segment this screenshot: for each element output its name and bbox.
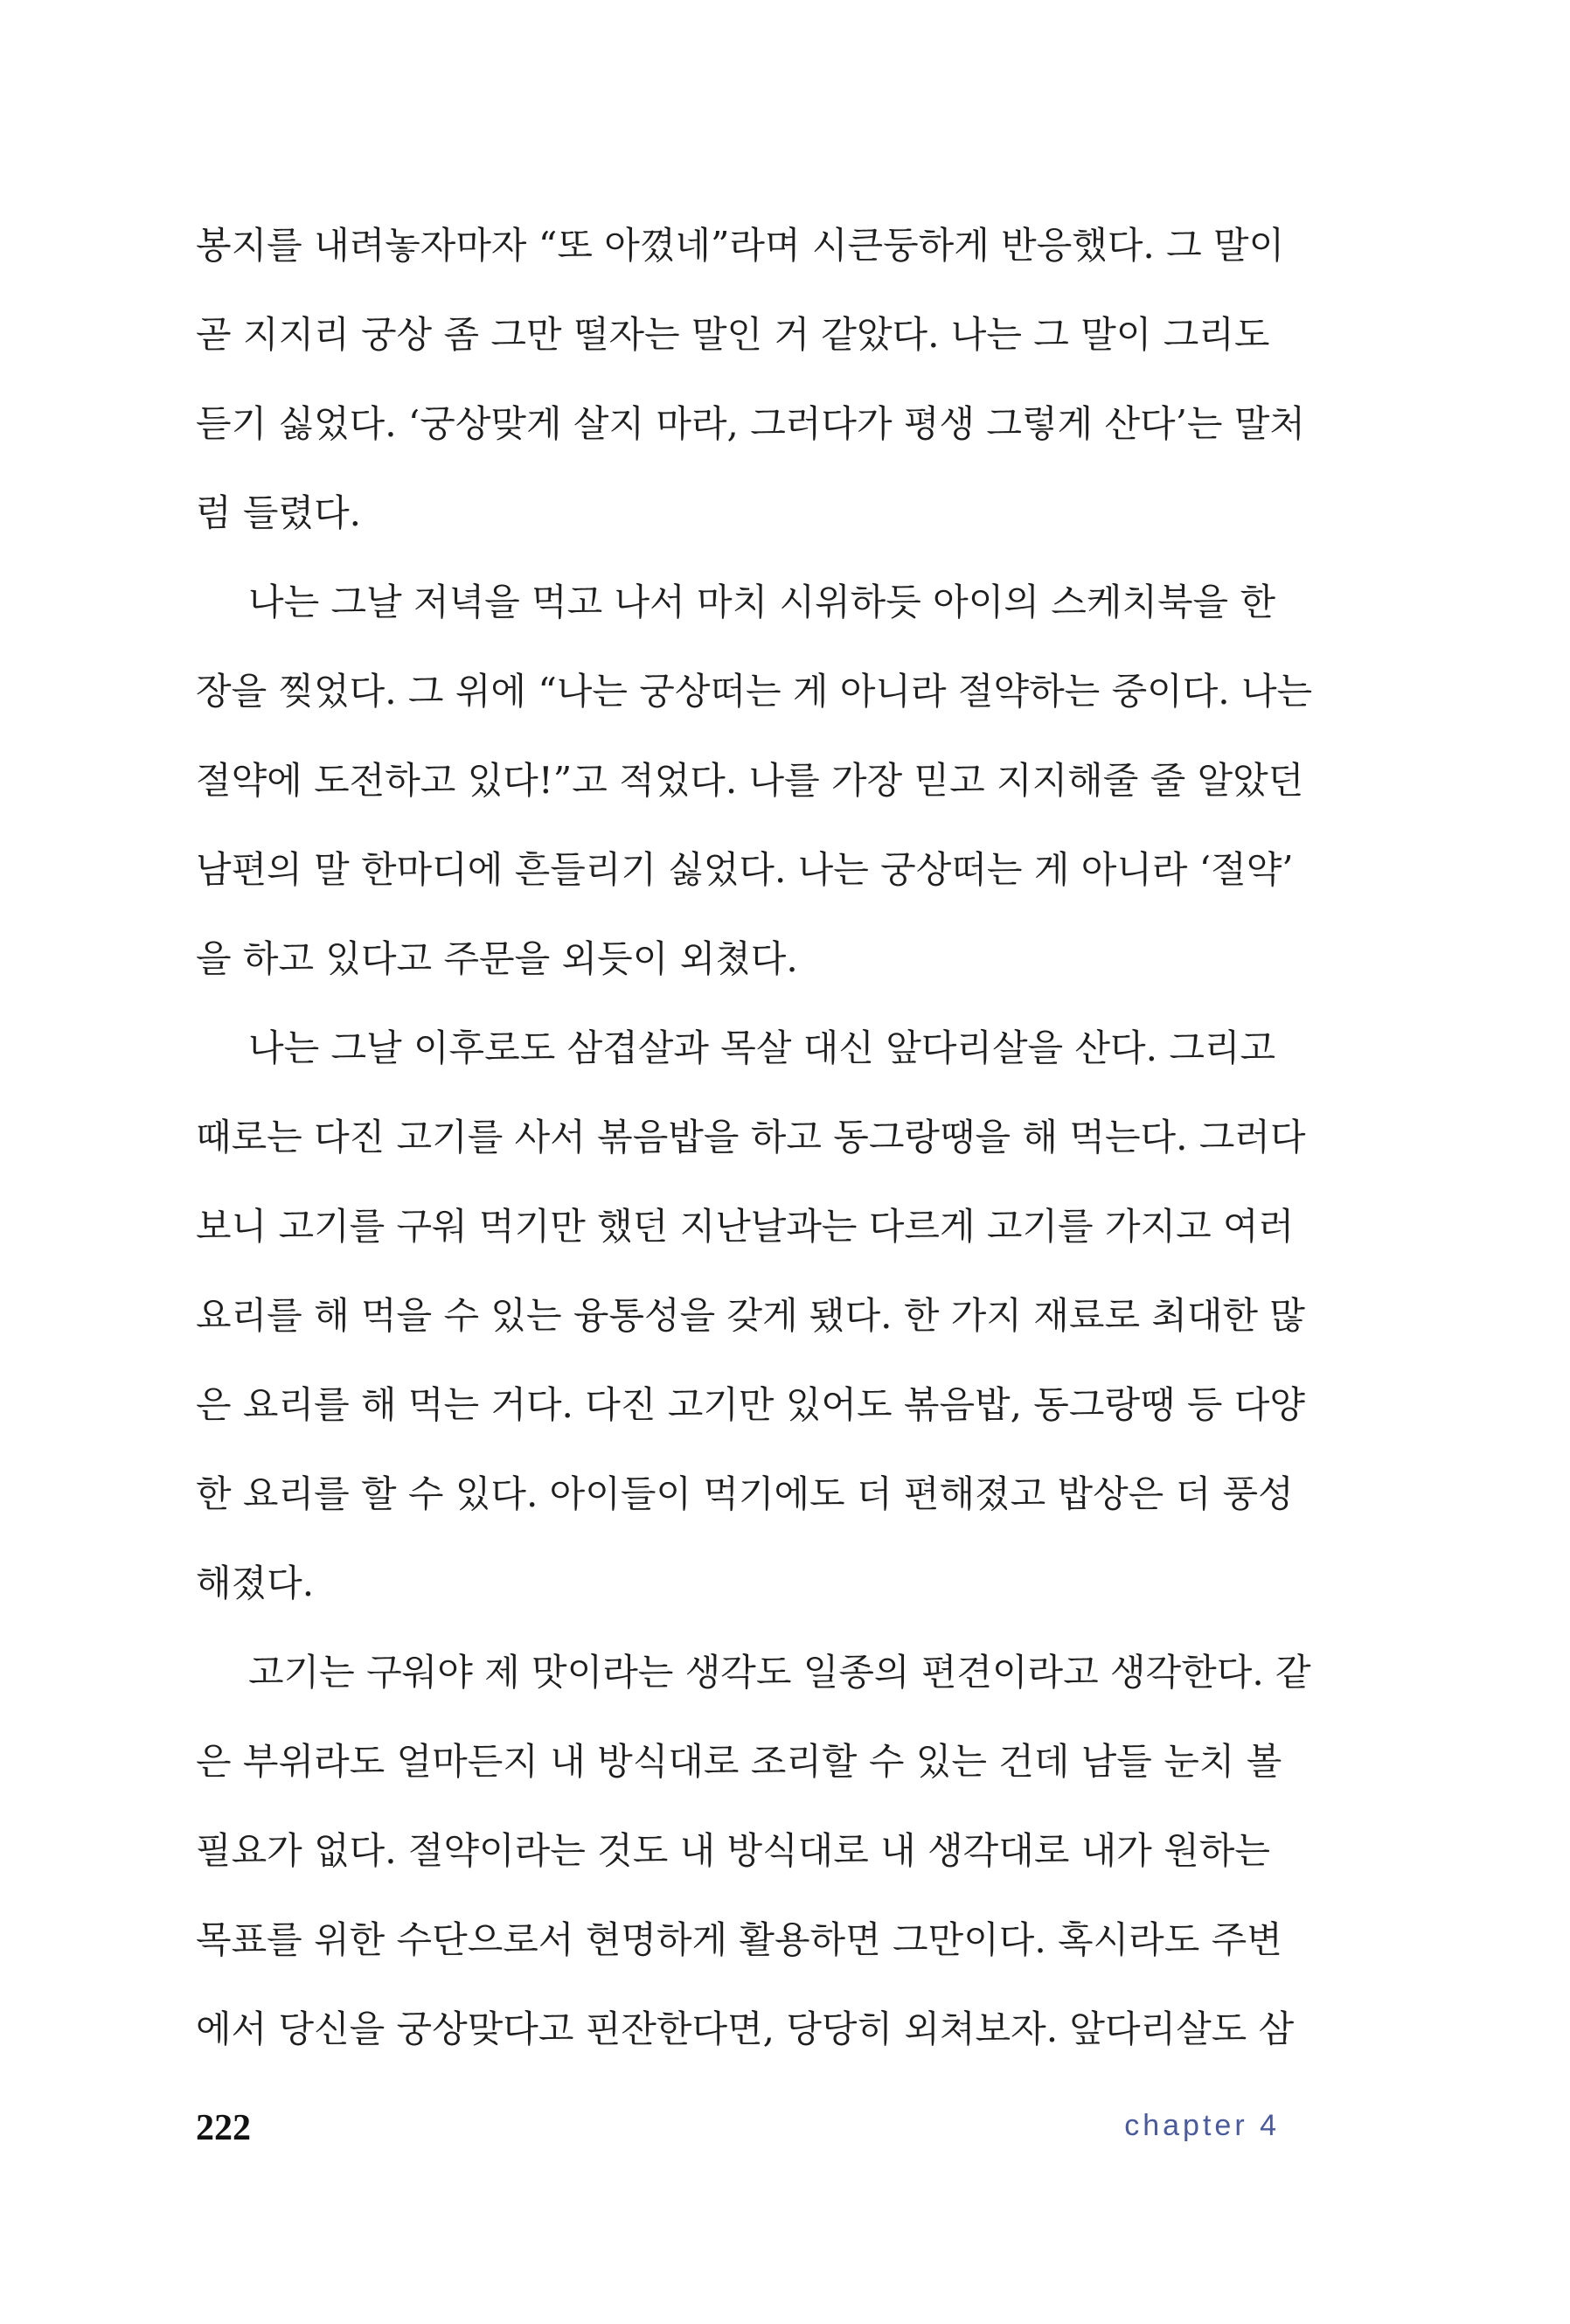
text-line: 필요가 없다. 절약이라는 것도 내 방식대로 내 생각대로 내가 원하는	[196, 1829, 1270, 1872]
text-line: 요리를 해 먹을 수 있는 융통성을 갖게 됐다. 한 가지 재료로 최대한 많	[196, 1294, 1306, 1337]
text-line-paragraph-start: 나는 그날 이후로도 삼겹살과 목살 대신 앞다리살을 산다. 그리고	[248, 1026, 1276, 1069]
text-line: 곧 지지리 궁상 좀 그만 떨자는 말인 거 같았다. 나는 그 말이 그리도	[196, 313, 1270, 356]
text-line: 남편의 말 한마디에 흔들리기 싫었다. 나는 궁상떠는 게 아니라 ‘절약’	[196, 848, 1294, 891]
page-number: 222	[196, 2108, 251, 2148]
text-line: 목표를 위한 수단으로서 현명하게 활용하면 그만이다. 혹시라도 주변	[196, 1918, 1282, 1961]
text-line: 보니 고기를 구워 먹기만 했던 지난날과는 다르게 고기를 가지고 여러	[196, 1205, 1295, 1248]
text-line: 에서 당신을 궁상맞다고 핀잔한다면, 당당히 외쳐보자. 앞다리살도 삼	[196, 2007, 1295, 2050]
text-line: 은 요리를 해 먹는 거다. 다진 고기만 있어도 볶음밥, 동그랑땡 등 다양	[196, 1383, 1306, 1426]
text-line: 듣기 싫었다. ‘궁상맞게 살지 마라, 그러다가 평생 그렇게 산다’는 말처	[196, 402, 1306, 445]
text-line: 장을 찢었다. 그 위에 “나는 궁상떠는 게 아니라 절약하는 중이다. 나는	[196, 670, 1313, 713]
text-line-paragraph-start: 나는 그날 저녁을 먹고 나서 마치 시위하듯 아이의 스케치북을 한	[248, 581, 1276, 623]
text-line: 절약에 도전하고 있다!”고 적었다. 나를 가장 믿고 지지해줄 줄 알았던	[196, 759, 1304, 802]
chapter-label: chapter 4	[1124, 2109, 1280, 2142]
text-line: 럼 들렸다.	[196, 491, 361, 534]
text-line: 때로는 다진 고기를 사서 볶음밥을 하고 동그랑땡을 해 먹는다. 그러다	[196, 1116, 1306, 1159]
text-line: 봉지를 내려놓자마자 “또 아꼈네”라며 시큰둥하게 반응했다. 그 말이	[196, 224, 1285, 267]
text-line-paragraph-start: 고기는 구워야 제 맛이라는 생각도 일종의 편견이라고 생각한다. 같	[248, 1651, 1311, 1694]
text-line: 한 요리를 할 수 있다. 아이들이 먹기에도 더 편해졌고 밥상은 더 풍성	[196, 1472, 1294, 1515]
text-line: 해졌다.	[196, 1562, 315, 1604]
text-line: 은 부위라도 얼마든지 내 방식대로 조리할 수 있는 건데 남들 눈치 볼	[196, 1740, 1282, 1783]
body-text	[196, 201, 1313, 2074]
text-line: 을 하고 있다고 주문을 외듯이 외쳤다.	[196, 937, 798, 980]
